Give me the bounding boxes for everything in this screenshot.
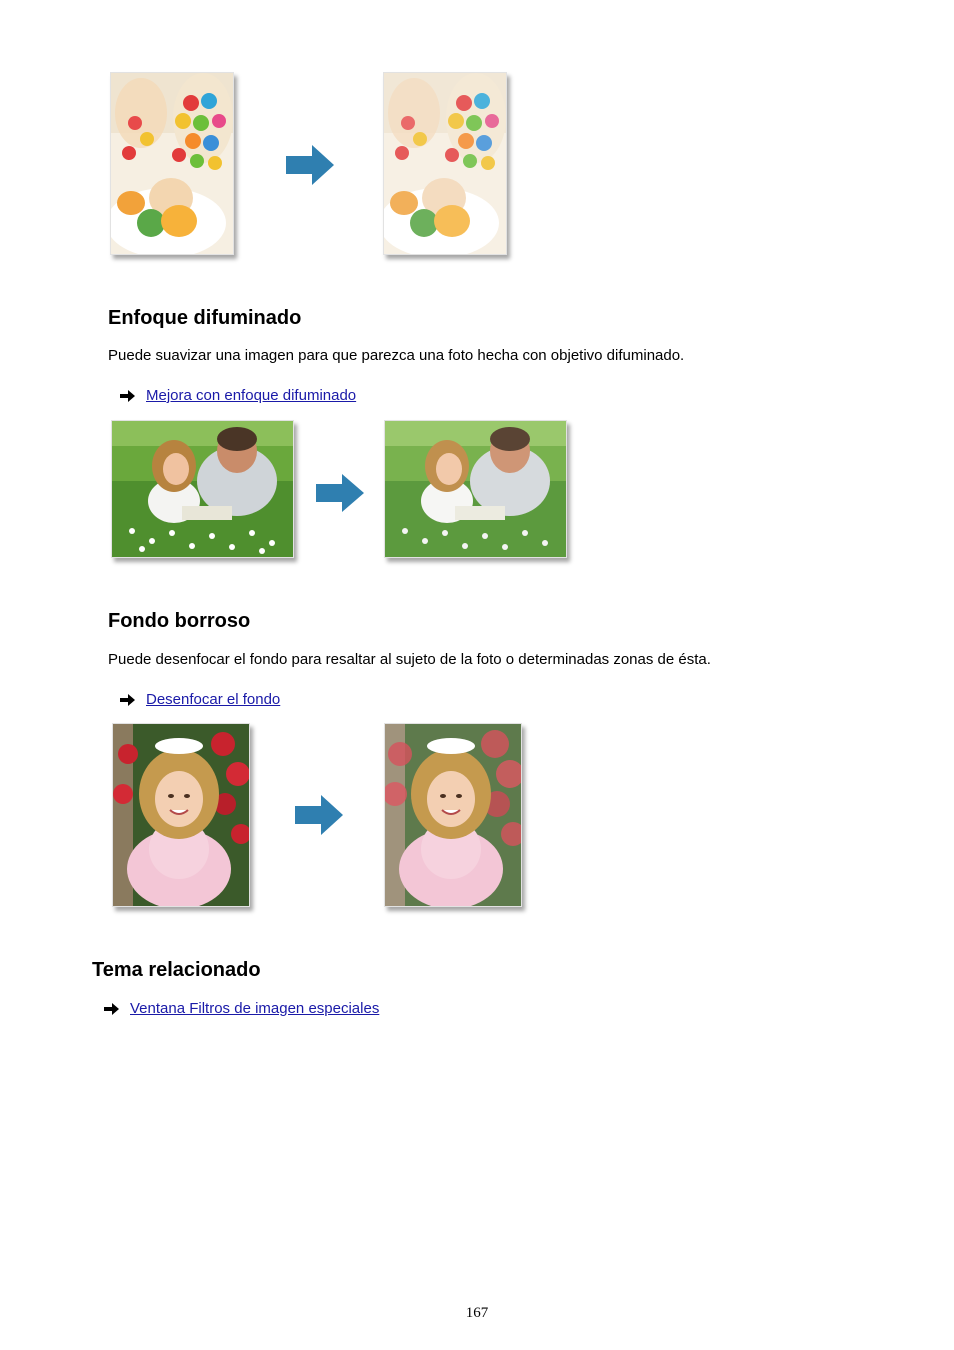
related-topic-title: Tema relacionado	[92, 959, 261, 981]
section-description: Puede suavizar una imagen para que parezca una foto hecha con objetivo difuminado.	[108, 347, 685, 364]
family-photo-result	[384, 420, 567, 558]
link-row	[120, 691, 280, 709]
blur-background-link[interactable]: Desenfocar el fondo	[146, 691, 281, 708]
link-row	[104, 1000, 379, 1018]
section-title: Fondo borroso	[108, 610, 251, 632]
candy-photo-result	[383, 72, 507, 255]
link-arrow-icon	[120, 390, 136, 402]
girl-photo-result	[384, 723, 522, 907]
section-title: Enfoque difuminado	[108, 307, 302, 329]
right-arrow-icon	[295, 795, 343, 835]
right-arrow-icon	[316, 474, 364, 512]
special-filters-window-link[interactable]: Ventana Filtros de imagen especiales	[130, 1000, 380, 1017]
link-row	[120, 387, 356, 405]
section-description: Puede desenfocar el fondo para resaltar al sujeto de la foto o determinadas zonas de ésta.	[108, 651, 711, 668]
candy-photo-original	[110, 72, 234, 255]
girl-photo-original	[112, 723, 250, 907]
page-number: 167	[465, 1305, 489, 1321]
link-arrow-icon	[120, 694, 136, 706]
right-arrow-icon	[286, 145, 334, 185]
family-photo-original	[111, 420, 294, 558]
soft-focus-link[interactable]: Mejora con enfoque difuminado	[146, 387, 357, 404]
link-arrow-icon	[104, 1003, 120, 1015]
